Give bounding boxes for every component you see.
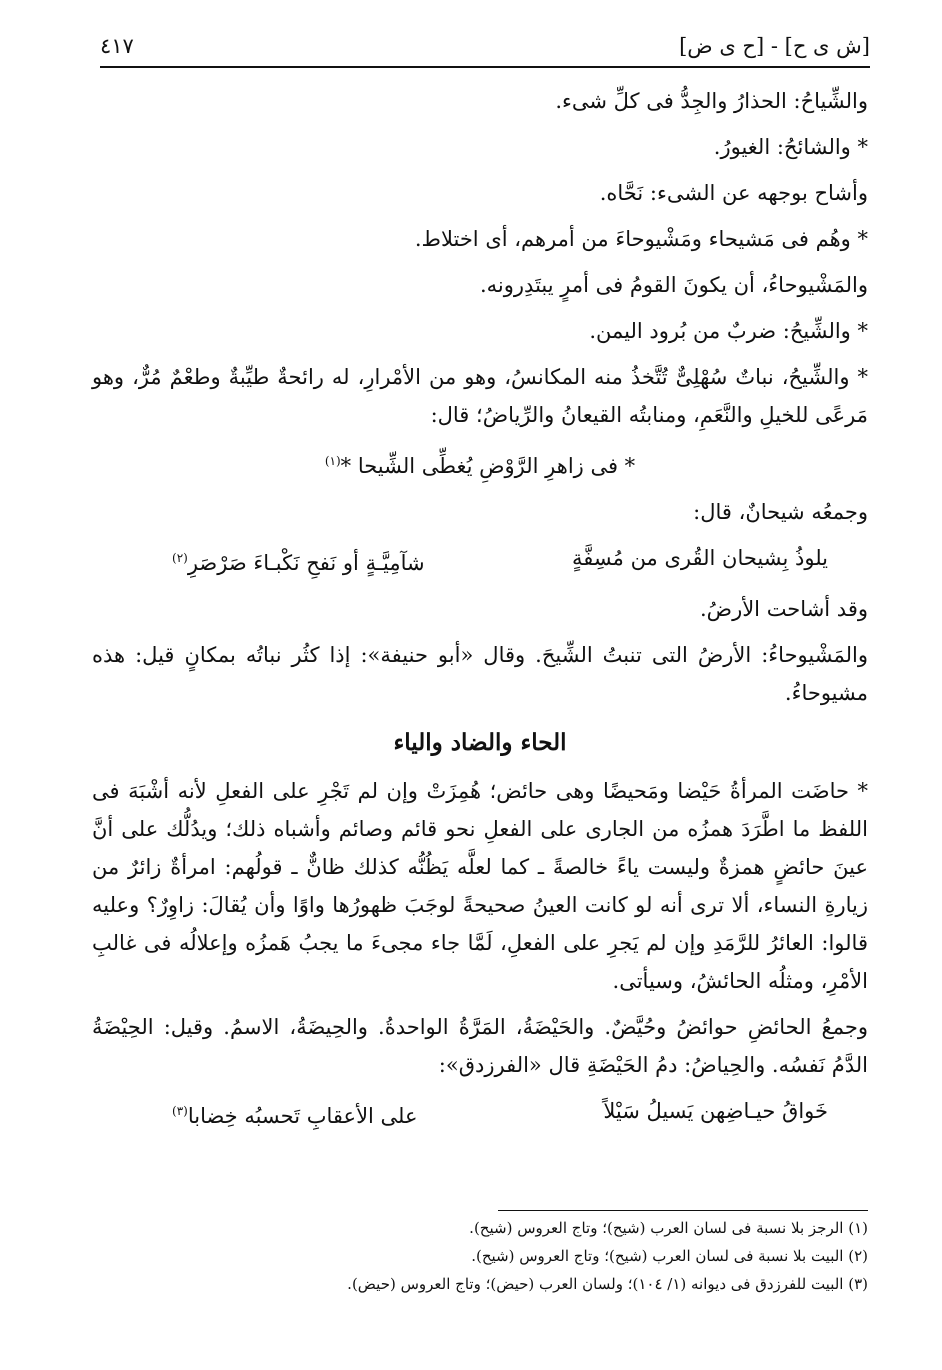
page-header bbox=[100, 30, 870, 64]
footnote-ref-3: (٣) bbox=[172, 1104, 188, 1118]
verse-3-second-hemistich-wrap bbox=[172, 1092, 418, 1135]
footnote-3: (٣) البيت للفرزدق فى ديوانه (١/ ١٠٤)؛ ولسان العرب (حيض)؛ وتاج العروس (حيض). bbox=[347, 1275, 868, 1293]
entry-shiyah: والشِّياحُ: الحذارُ والجِدُّ فى كلِّ شىء. bbox=[555, 89, 868, 113]
page-number: ٤١٧ bbox=[100, 34, 134, 58]
header-rule bbox=[100, 66, 870, 68]
entry-mashyuha-1: والمَشْيوحاءُ، أن يكونَ القومُ فى أمرٍ يبتَدِرونه. bbox=[479, 273, 868, 297]
verse-1-text: * فى زاهرِ الرَّوْضِ يُغطِّى الشِّيحا * bbox=[340, 454, 636, 478]
footnotes bbox=[188, 1214, 868, 1298]
verse-3 bbox=[92, 1092, 868, 1135]
footnote-ref-2: (٢) bbox=[172, 551, 188, 565]
entry-ashahat: وقد أشاحت الأرضُ. bbox=[700, 597, 868, 621]
verse-2-second-hemistich-wrap bbox=[172, 539, 425, 582]
section-title: الحاء والضاد والياء bbox=[393, 729, 567, 756]
entry-shaih: * والشائحُ: الغيورُ. bbox=[713, 135, 868, 159]
entry-ashah: وأشاح بوجهه عن الشىء: نَحَّاه. bbox=[599, 181, 868, 205]
root-range-label: [ش ى ح] - [ح ى ض] bbox=[679, 34, 870, 58]
entry-mashiha: * وهُم فى مَشيحاء ومَشْيوحاءَ من أمرهم، أى اختلاط. bbox=[414, 227, 868, 251]
footnote-rule bbox=[498, 1210, 868, 1211]
main-text bbox=[92, 82, 868, 1143]
verse-2 bbox=[92, 539, 868, 582]
footnote-2: (٢) البيت بلا نسبة فى لسان العرب (شيح)؛ وتاج العروس (شيح). bbox=[471, 1247, 868, 1265]
entry-mashyuha-2: والمَشْيوحاءُ: الأرضُ التى تنبتُ الشِّيحَ. وقال «أبو حنيفة»: إذا كثُر نباتُه بمكانٍ قيل: هذه مشيوحاءُ. bbox=[92, 643, 868, 705]
footnote-1: (١) الرجز بلا نسبة فى لسان العرب (شيح)؛ وتاج العروس (شيح). bbox=[469, 1219, 868, 1237]
entry-hadat: * حاضَت المرأةُ حَيْضا ومَحيضًا وهى حائض؛ هُمِزَتْ وإن لم تَجْرِ على الفعلِ لأنه أشْبَهَ فى اللفظ ما اطَّرَدَ همزُه من الجارى على الفعلِ نحو قائم وصائم وأشباه ذلك؛ ويدُلُّك على أنَّ عينَ حائضٍ همزةٌ وليست ياءً خالصةً ـ كما لعلَّه يَظُنُّه كذلك ظانٌّ ـ قولُهم: امرأةٌ زائرٌ من زيارةِ النساء، ألا ترى أنه لو كانت العينُ صحيحةً لوجَبَ ظهورُها واوًا وأن يُقالَ: زاوِرٌ؟ وعليه قالوا: العائرُ للرَّمَدِ وإن لم يَجرِ على الفعلِ، لَمَّا جاء مجىءَ ما يجبُ هَمزُه وإعلالُه فى غالبِ الأمْرِ، ومثلُه الحائشُ، وسيأتى. bbox=[92, 779, 868, 993]
verse-2-first-hemistich: يلوذُ بِشيحان القُرى من مُسِفَّةٍ bbox=[572, 546, 828, 570]
verse-3-first-hemistich: خَواقُ حيـاضِهن يَسيلُ سَيْلاً bbox=[603, 1099, 828, 1123]
footnote-ref-1: (١) bbox=[324, 454, 341, 468]
verse-2-second-hemistich: شآمِيَّـةٍ أو نَفحِ نَكْبـاءَ صَرْصَرِ bbox=[187, 551, 425, 575]
entry-shih-burud: * والشِّيحُ: ضربٌ من بُرود اليمن. bbox=[589, 319, 868, 343]
plural-intro: وجمعُه شيحانٌ، قال: bbox=[693, 500, 868, 524]
verse-1 bbox=[92, 442, 868, 485]
verse-3-second-hemistich: على الأعقابِ تَحسبُه خِضابا bbox=[187, 1104, 418, 1128]
entry-jam-haid: وجمعُ الحائضِ حوائضُ وحُيَّضٌ. والحَيْضَةُ، المَرَّةُ الواحدةُ. والحِيضَةُ، الاسمُ. وقيل: الحِيْضَةُ الدَّمُ نَفسُه. والحِياضُ: دمُ الحَيْضَةِ قال «الفرزدق»: bbox=[92, 1015, 868, 1077]
entry-shih-plant: * والشِّيحُ، نباتٌ سُهْلِىٌّ تُتَّخذُ منه المكانسُ، وهو من الأمْرارِ، له رائحةٌ طيِّبةٌ وطعْمٌ مُرٌّ، وهو مَرعًى للخيلِ والنَّعَمِ، ومنابتُه القيعانُ والرِّياضُ؛ قال: bbox=[92, 365, 868, 427]
